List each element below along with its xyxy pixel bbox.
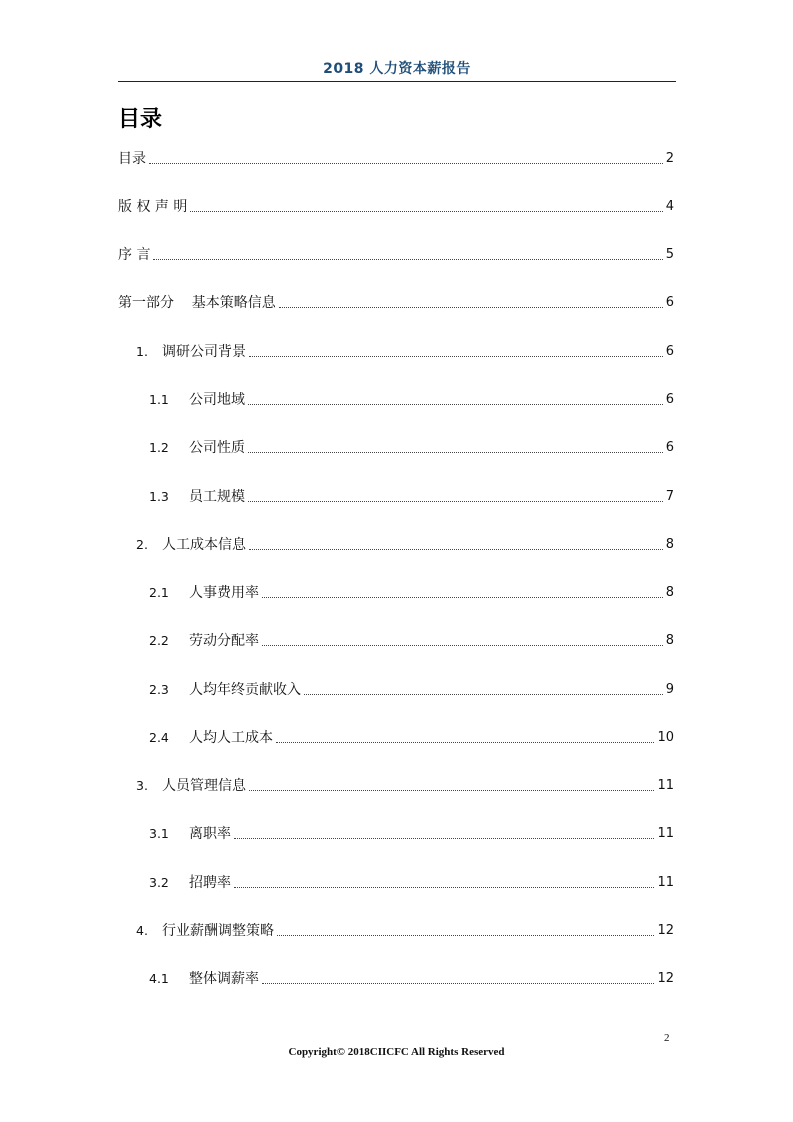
- toc-entry[interactable]: [118, 196, 674, 216]
- toc-entry[interactable]: [149, 582, 674, 602]
- toc-entry-label: 第一部分 基本策略信息: [118, 295, 276, 311]
- dot-leader: [249, 549, 663, 550]
- dot-leader: [248, 452, 663, 453]
- toc-entry[interactable]: [118, 244, 674, 264]
- toc-entry[interactable]: [149, 389, 674, 409]
- dot-leader: [248, 404, 663, 405]
- toc-entry-number: 4.1: [149, 971, 169, 986]
- toc-entry-label: 劳动分配率: [189, 633, 259, 649]
- toc-entry-number: 2.3: [149, 682, 169, 697]
- toc-entry-number: 3.1: [149, 826, 169, 841]
- toc-entry-number: 1.: [136, 344, 148, 359]
- toc-entry[interactable]: [118, 292, 674, 312]
- toc-entry-page: 12: [657, 923, 674, 938]
- toc-entry[interactable]: [149, 727, 674, 747]
- toc-entry-number: 2.1: [149, 585, 169, 600]
- toc-entry-label: 人工成本信息: [162, 537, 246, 553]
- dot-leader: [248, 501, 663, 502]
- toc-entry-page: 8: [665, 633, 674, 648]
- toc-entry-number: 1.3: [149, 489, 169, 504]
- toc-entry[interactable]: [149, 630, 674, 650]
- toc-entry-label: 调研公司背景: [162, 344, 246, 360]
- dot-leader: [234, 838, 654, 839]
- dot-leader: [262, 645, 663, 646]
- toc-entry-label: 整体调薪率: [189, 971, 259, 987]
- toc-entry-page: 11: [657, 778, 674, 793]
- dot-leader: [149, 163, 663, 164]
- toc-entry-page: 8: [665, 537, 674, 552]
- toc-entry-page: 8: [665, 585, 674, 600]
- toc-entry-label: 人均年终贡献收入: [189, 682, 301, 698]
- toc-entry-number: 4.: [136, 923, 148, 938]
- toc-entry[interactable]: [149, 437, 674, 457]
- running-header-title: 2018 人力资本薪报告: [323, 61, 471, 77]
- toc-entry-number: 2.4: [149, 730, 169, 745]
- toc-entry-page: 11: [657, 875, 674, 890]
- toc-entry-label: 人员管理信息: [162, 778, 246, 794]
- page-number: 2: [664, 1032, 670, 1044]
- toc-entry-number: 2.: [136, 537, 148, 552]
- toc-entry-label: 目录: [118, 151, 146, 167]
- toc-entry-page: 6: [665, 440, 674, 455]
- toc-entry-page: 5: [665, 247, 674, 262]
- toc-entry-label: 公司地域: [189, 392, 245, 408]
- toc-entry[interactable]: [149, 679, 674, 699]
- toc-entry[interactable]: [149, 872, 674, 892]
- dot-leader: [234, 887, 654, 888]
- toc-entry[interactable]: [149, 486, 674, 506]
- toc-entry-page: 9: [665, 682, 674, 697]
- toc-entry-page: 12: [657, 971, 674, 986]
- dot-leader: [277, 935, 654, 936]
- toc-entry-label: 招聘率: [189, 875, 231, 891]
- toc-entry[interactable]: [149, 823, 674, 843]
- toc-entry[interactable]: [136, 341, 674, 361]
- toc-entry-page: 6: [665, 392, 674, 407]
- copyright-footer: Copyright© 2018CIICFC All Rights Reserved: [288, 1046, 505, 1058]
- header-divider: [118, 81, 676, 82]
- dot-leader: [249, 356, 663, 357]
- toc-entry-label: 版 权 声 明: [118, 199, 188, 215]
- toc-entry-number: 3.: [136, 778, 148, 793]
- toc-entry-page: 7: [665, 489, 674, 504]
- dot-leader: [190, 211, 662, 212]
- toc-entry-label: 公司性质: [189, 440, 245, 456]
- dot-leader: [249, 790, 654, 791]
- dot-leader: [279, 307, 663, 308]
- toc-entry-page: 6: [665, 295, 674, 310]
- toc-entry-page: 4: [665, 199, 674, 214]
- toc-entry-page: 2: [665, 151, 674, 166]
- dot-leader: [304, 694, 663, 695]
- toc-entry-label: 行业薪酬调整策略: [162, 923, 274, 939]
- toc-entry[interactable]: [136, 920, 674, 940]
- toc-heading: 目录: [118, 107, 163, 132]
- toc-entry-label: 人均人工成本: [189, 730, 273, 746]
- toc-entry-page: 11: [657, 826, 674, 841]
- toc-entry-page: 6: [665, 344, 674, 359]
- toc-entry-page: 10: [657, 730, 674, 745]
- toc-entry[interactable]: [149, 968, 674, 988]
- toc-entry-label: 人事费用率: [189, 585, 259, 601]
- dot-leader: [153, 259, 662, 260]
- dot-leader: [276, 742, 654, 743]
- toc-entry-number: 1.1: [149, 392, 169, 407]
- toc-entry-number: 1.2: [149, 440, 169, 455]
- toc-entry-number: 3.2: [149, 875, 169, 890]
- toc-entry[interactable]: [136, 534, 674, 554]
- dot-leader: [262, 983, 654, 984]
- toc-entry-number: 2.2: [149, 633, 169, 648]
- toc-entry-label: 员工规模: [189, 489, 245, 505]
- toc-entry[interactable]: [118, 148, 674, 168]
- dot-leader: [262, 597, 663, 598]
- toc-entry[interactable]: [136, 775, 674, 795]
- toc-entry-label: 离职率: [189, 826, 231, 842]
- toc-entry-label: 序 言: [118, 247, 151, 263]
